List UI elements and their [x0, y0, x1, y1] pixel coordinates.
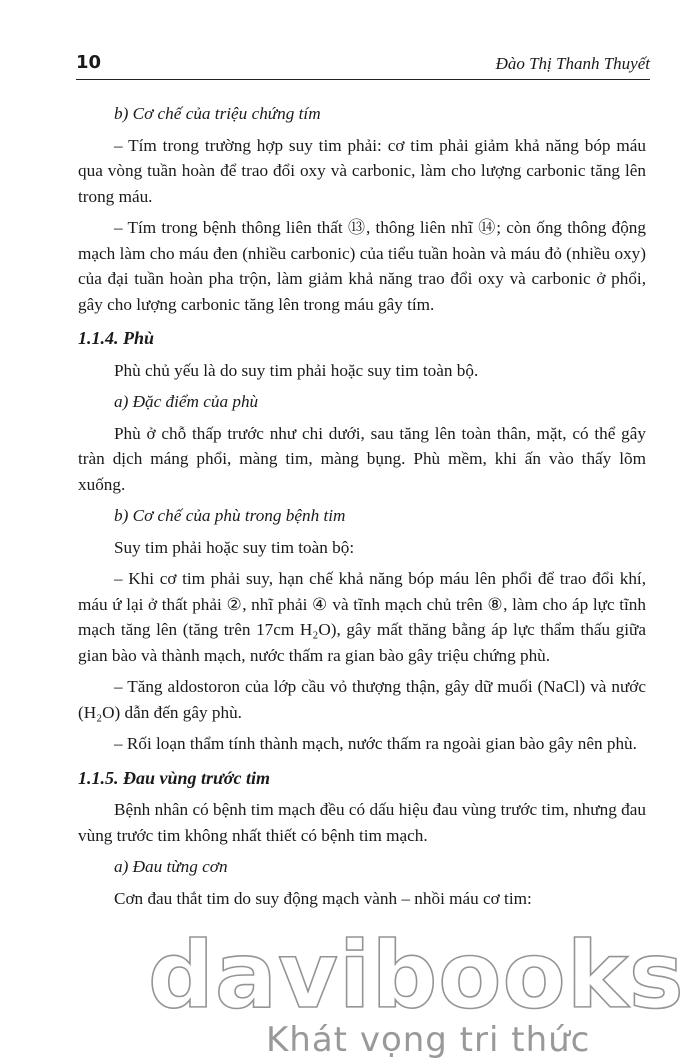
subheading: b) Cơ chế của triệu chứng tím	[114, 104, 321, 123]
paragraph: – Rối loạn thẩm tính thành mạch, nước thấm ra ngoài gian bào gây nên phù.	[114, 734, 637, 753]
section-heading: 1.1.5. Đau vùng trước tim	[78, 767, 270, 788]
page-header	[76, 52, 650, 82]
paragraph: Phù ở chỗ thấp trước như chi dưới, sau tăng lên toàn thân, mặt, có thể gây tràn dịch máng phổi, màng tim, màng bụng. Phù mềm, khi ấn vào thấy lõm xuống.	[78, 423, 646, 494]
paragraph: Bệnh nhân có bệnh tim mạch đều có dấu hiệu đau vùng trước tim, nhưng đau vùng trước tim không nhất thiết có bệnh tim mạch.	[78, 800, 646, 845]
watermark-tagline: Khát vọng tri thức	[266, 1020, 591, 1060]
paragraph: – Tím trong trường hợp suy tim phải: cơ tim phải giảm khả năng bóp máu qua vòng tuần hoàn để trao đổi oxy và carbonic, làm cho lượng carbonic tăng lên trong máu.	[78, 135, 646, 206]
page-number: 10	[76, 52, 102, 73]
header-rule	[76, 79, 650, 80]
section-heading: 1.1.4. Phù	[78, 328, 155, 348]
subheading: a) Đau từng cơn	[114, 857, 228, 876]
paragraph: – Tím trong bệnh thông liên thất ⑬, thông liên nhĩ ⑭; còn ống thông động mạch làm cho máu đen (nhiều carbonic) của tiểu tuần hoàn và máu đỏ (nhiều oxy) của đại tuần hoàn pha trộn, làm giảm khả năng trao đổi oxy và carbonic ở phổi, gây cho lượng carbonic tăng lên trong máu gây tím.	[78, 218, 646, 314]
body-text	[78, 101, 646, 911]
paragraph: Phù chủ yếu là do suy tim phải hoặc suy tim toàn bộ.	[114, 360, 479, 380]
watermark-brand: davibooks	[148, 922, 685, 1029]
watermark	[148, 922, 685, 1060]
paragraph: – Tăng aldostoron của lớp cầu vỏ thượng thận, gây dữ muối (NaCl) và nước (H₂O) dẫn đến gây phù.	[78, 677, 646, 722]
paragraph: Cơn đau thắt tim do suy động mạch vành – nhồi máu cơ tim:	[114, 888, 532, 908]
paragraph: Suy tim phải hoặc suy tim toàn bộ:	[114, 537, 355, 557]
subheading: a) Đặc điểm của phù	[114, 392, 259, 411]
subheading: b) Cơ chế của phù trong bệnh tim	[114, 506, 346, 525]
running-head-author: Đào Thị Thanh Thuyết	[495, 54, 650, 73]
paragraph: – Khi cơ tim phải suy, hạn chế khả năng bóp máu lên phổi để trao đổi khí, máu ứ lại ở thất phải ②, nhĩ phải ④ và tĩnh mạch chủ trên ⑧, làm cho áp lực tĩnh mạch tăng lên (tăng trên 17cm H₂O), gây mất thăng bằng áp lực thẩm thấu giữa gian bào và thành mạch, nước thấm ra gian bào gây triệu chứng phù.	[78, 569, 646, 665]
